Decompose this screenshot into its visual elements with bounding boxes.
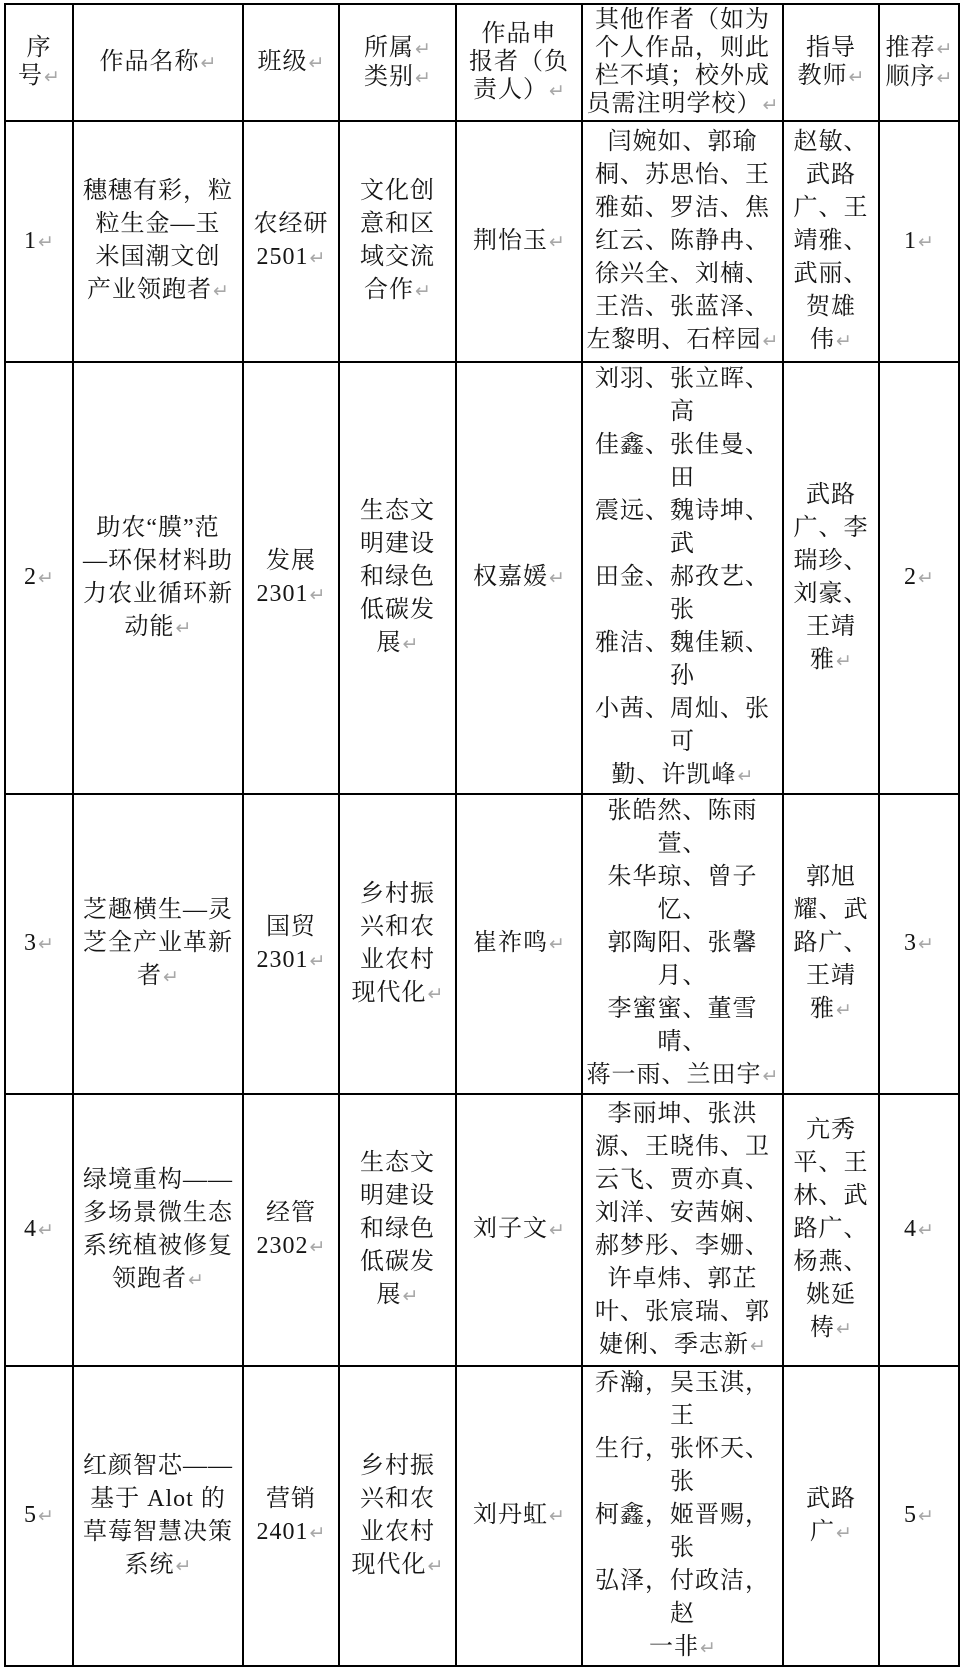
cell-text: 武路 广、李 瑞珍、 刘豪、 王靖 雅↵ <box>793 481 869 673</box>
cell-category[interactable] <box>339 362 456 794</box>
header-label: 其他作者（如为 个人作品，则此 栏不填；校外成 员需注明学校）↵ <box>586 7 779 117</box>
cell-text: 芝趣横生—灵 芝全产业革新 者↵ <box>83 897 233 989</box>
cell-text: 生态文 明建设 和绿色 低碳发 展↵ <box>360 498 435 656</box>
cell-advisors[interactable] <box>783 1094 879 1366</box>
cell-work-title[interactable] <box>73 794 243 1094</box>
cell-applicant[interactable] <box>456 1094 582 1366</box>
paragraph-mark-icon: ↵ <box>38 933 54 955</box>
paragraph-mark-icon: ↵ <box>38 1505 54 1527</box>
paragraph-mark-icon: ↵ <box>549 933 565 955</box>
paragraph-mark-icon: ↵ <box>175 616 192 639</box>
paragraph-mark-icon: ↵ <box>38 230 54 253</box>
cell-text: 农经研 2501↵ <box>253 211 329 270</box>
header-label: 所属↵ 类别↵ <box>364 34 431 90</box>
table-row <box>5 362 959 794</box>
cell-class[interactable] <box>243 362 339 794</box>
paragraph-mark-icon: ↵ <box>737 765 754 787</box>
paragraph-mark-icon: ↵ <box>936 37 953 60</box>
table-row <box>5 794 959 1094</box>
paragraph-mark-icon: ↵ <box>918 933 934 955</box>
cell-category[interactable] <box>339 1366 456 1666</box>
header-serial-number[interactable] <box>5 4 73 121</box>
table-header-row <box>5 4 959 121</box>
paragraph-mark-icon: ↵ <box>402 633 419 655</box>
paragraph-mark-icon: ↵ <box>762 329 779 352</box>
paragraph-mark-icon: ↵ <box>549 80 565 102</box>
cell-advisors[interactable] <box>783 1366 879 1666</box>
cell-class[interactable] <box>243 1366 339 1666</box>
header-advisors[interactable] <box>783 4 879 121</box>
cell-text: 刘丹虹↵ <box>473 1502 565 1528</box>
cell-text: 武路 广↵ <box>806 1485 856 1545</box>
cell-text: 乔瀚，吴玉淇，王 生行，张怀天、张 柯鑫，姬晋赐，张 弘泽，付政洁，赵 一非↵ <box>595 1370 770 1660</box>
paragraph-mark-icon: ↵ <box>415 280 431 302</box>
paragraph-mark-icon: ↵ <box>44 66 60 88</box>
cell-serial[interactable] <box>5 1366 73 1666</box>
cell-text: 2↵ <box>24 564 54 590</box>
cell-work-title[interactable] <box>73 1366 243 1666</box>
paragraph-mark-icon: ↵ <box>836 329 852 352</box>
cell-text: 文化创 意和区 域交流 合作↵ <box>360 178 435 303</box>
cell-text: 刘羽、张立晖、高 佳鑫、张佳曼、田 震远、魏诗坤、武 田金、郝孜艺、张 雅洁、魏佳颖、孙 小茜、周灿、张可 勤、许凯峰↵ <box>595 366 770 788</box>
cell-text: 权嘉媛↵ <box>473 564 565 590</box>
paragraph-mark-icon: ↵ <box>309 1235 326 1258</box>
projects-table <box>4 3 960 1667</box>
paragraph-mark-icon: ↵ <box>848 66 865 88</box>
paragraph-mark-icon: ↵ <box>163 966 179 988</box>
paragraph-mark-icon: ↵ <box>549 1219 565 1241</box>
paragraph-mark-icon: ↵ <box>762 94 779 116</box>
header-category[interactable] <box>339 4 456 121</box>
header-label: 指导 教师↵ <box>797 35 865 89</box>
cell-applicant[interactable] <box>456 121 582 362</box>
cell-recommend-order[interactable] <box>879 121 959 362</box>
paragraph-mark-icon: ↵ <box>308 52 325 74</box>
cell-recommend-order[interactable] <box>879 362 959 794</box>
cell-text: 4↵ <box>904 1216 934 1242</box>
cell-text: 5↵ <box>24 1502 54 1528</box>
header-label: 作品名称↵ <box>99 49 217 75</box>
table-row <box>5 1094 959 1366</box>
cell-category[interactable] <box>339 1094 456 1366</box>
header-other-authors[interactable] <box>582 4 783 121</box>
paragraph-mark-icon: ↵ <box>415 66 431 89</box>
header-label: 作品申 报者（负 责人）↵ <box>469 21 569 103</box>
cell-text: 经管 2302↵ <box>256 1199 326 1259</box>
cell-text: 生态文 明建设 和绿色 低碳发 展↵ <box>360 1150 435 1308</box>
header-label: 序 号↵ <box>18 35 60 89</box>
cell-advisors[interactable] <box>783 121 879 362</box>
paragraph-mark-icon: ↵ <box>918 1505 934 1527</box>
cell-text: 2↵ <box>904 564 934 590</box>
paragraph-mark-icon: ↵ <box>309 583 326 606</box>
cell-serial[interactable] <box>5 794 73 1094</box>
cell-text: 亢秀 平、王 林、武 路广、 杨燕、 姚延 梼↵ <box>793 1117 869 1341</box>
paragraph-mark-icon: ↵ <box>836 1521 852 1544</box>
cell-text: 4↵ <box>24 1216 54 1242</box>
header-recommend-order[interactable] <box>879 4 959 121</box>
cell-text: 5↵ <box>904 1502 934 1528</box>
header-label: 推荐↵ 顺序↵ <box>885 34 953 90</box>
cell-other-authors[interactable] <box>582 794 783 1094</box>
cell-text: 1↵ <box>904 227 934 254</box>
cell-serial[interactable] <box>5 362 73 794</box>
paragraph-mark-icon: ↵ <box>213 280 229 302</box>
cell-advisors[interactable] <box>783 362 879 794</box>
paragraph-mark-icon: ↵ <box>549 230 565 253</box>
cell-text: 乡村振 兴和农 业农村 现代化↵ <box>351 880 444 1006</box>
paragraph-mark-icon: ↵ <box>38 1219 54 1241</box>
paragraph-mark-icon: ↵ <box>836 1318 852 1340</box>
paragraph-mark-icon: ↵ <box>700 1637 716 1659</box>
paragraph-mark-icon: ↵ <box>936 66 953 89</box>
paragraph-mark-icon: ↵ <box>549 567 565 589</box>
cell-applicant[interactable] <box>456 794 582 1094</box>
cell-text: 助农“膜”范 —环保材料助 力农业循环新 动能↵ <box>83 514 233 640</box>
cell-text: 发展 2301↵ <box>256 547 326 607</box>
cell-text: 3↵ <box>24 930 54 956</box>
cell-class[interactable] <box>243 1094 339 1366</box>
header-class[interactable] <box>243 4 339 121</box>
header-label: 班级↵ <box>257 49 325 75</box>
cell-text: 张皓然、陈雨萱、 朱华琼、曾子忆、 郭陶阳、张馨月、 李蜜蜜、董雪晴、 蒋一雨、兰田宇↵ <box>586 798 779 1088</box>
cell-class[interactable] <box>243 794 339 1094</box>
paragraph-mark-icon: ↵ <box>836 649 852 672</box>
cell-other-authors[interactable] <box>582 1366 783 1666</box>
cell-text: 崔祚鸣↵ <box>473 930 565 956</box>
cell-work-title[interactable] <box>73 362 243 794</box>
paragraph-mark-icon: ↵ <box>918 230 934 253</box>
table-row <box>5 1366 959 1666</box>
paragraph-mark-icon: ↵ <box>309 1521 326 1544</box>
cell-other-authors[interactable] <box>582 121 783 362</box>
cell-applicant[interactable] <box>456 1366 582 1666</box>
cell-serial[interactable] <box>5 1094 73 1366</box>
paragraph-mark-icon: ↵ <box>549 1505 565 1527</box>
paragraph-mark-icon: ↵ <box>200 52 217 74</box>
cell-recommend-order[interactable] <box>879 1094 959 1366</box>
paragraph-mark-icon: ↵ <box>427 982 444 1005</box>
cell-other-authors[interactable] <box>582 1094 783 1366</box>
cell-text: 郭旭 耀、武 路广、 王靖 雅↵ <box>793 864 869 1022</box>
cell-text: 绿境重构—— 多场景微生态 系统植被修复 领跑者↵ <box>83 1166 233 1292</box>
cell-applicant[interactable] <box>456 362 582 794</box>
cell-text: 红颜智芯—— 基于 Alot 的 草莓智慧决策 系统↵ <box>83 1452 233 1578</box>
paragraph-mark-icon: ↵ <box>415 37 431 60</box>
paragraph-mark-icon: ↵ <box>750 1334 766 1357</box>
paragraph-mark-icon: ↵ <box>309 949 326 972</box>
cell-other-authors[interactable] <box>582 362 783 794</box>
cell-recommend-order[interactable] <box>879 1366 959 1666</box>
paragraph-mark-icon: ↵ <box>427 1554 444 1577</box>
paragraph-mark-icon: ↵ <box>762 1065 779 1087</box>
header-applicant[interactable] <box>456 4 582 121</box>
cell-recommend-order[interactable] <box>879 794 959 1094</box>
cell-work-title[interactable] <box>73 121 243 362</box>
table-row <box>5 121 959 362</box>
paragraph-mark-icon: ↵ <box>309 247 326 269</box>
cell-text: 闫婉如、郭瑜 桐、苏思怡、王 雅茹、罗洁、焦 红云、陈静冉、 徐兴全、刘楠、 王浩、张蓝泽、 左黎明、石梓园↵ <box>586 128 779 353</box>
cell-text: 赵敏、 武路 广、王 靖雅、 武丽、 贺雄 伟↵ <box>793 128 869 353</box>
paragraph-mark-icon: ↵ <box>175 1554 192 1577</box>
cell-work-title[interactable] <box>73 1094 243 1366</box>
cell-text: 乡村振 兴和农 业农村 现代化↵ <box>351 1452 444 1578</box>
cell-text: 刘子文↵ <box>473 1216 565 1242</box>
cell-text: 3↵ <box>904 930 934 956</box>
paragraph-mark-icon: ↵ <box>836 999 852 1021</box>
cell-category[interactable] <box>339 794 456 1094</box>
header-work-title[interactable] <box>73 4 243 121</box>
paragraph-mark-icon: ↵ <box>38 567 54 589</box>
cell-category[interactable] <box>339 121 456 362</box>
cell-text: 荆怡玉↵ <box>473 227 565 254</box>
cell-text: 李丽坤、张洪 源、王晓伟、卫 云飞、贾亦真、 刘洋、安茜娴、 郝梦彤、李姗、 许卓炜、郭芷 叶、张宸瑞、郭 婕俐、季志新↵ <box>595 1100 770 1358</box>
paragraph-mark-icon: ↵ <box>188 1268 204 1291</box>
cell-class[interactable] <box>243 121 339 362</box>
cell-text: 国贸 2301↵ <box>256 913 326 973</box>
cell-serial[interactable] <box>5 121 73 362</box>
cell-text: 营销 2401↵ <box>256 1485 326 1545</box>
cell-text: 穗穗有彩，粒 粒生金—玉 米国潮文创 产业领跑者↵ <box>83 178 233 303</box>
cell-advisors[interactable] <box>783 794 879 1094</box>
cell-text: 1↵ <box>24 227 54 254</box>
paragraph-mark-icon: ↵ <box>918 1219 934 1241</box>
paragraph-mark-icon: ↵ <box>402 1285 419 1307</box>
paragraph-mark-icon: ↵ <box>918 567 934 589</box>
